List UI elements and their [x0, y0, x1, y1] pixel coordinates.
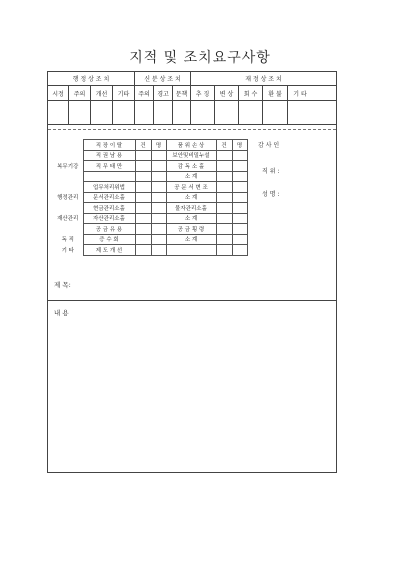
grid-row — [53, 182, 247, 193]
grid-cell — [216, 161, 232, 172]
header-group-financial: 재 정 상 조 치 — [245, 76, 282, 83]
grid-cell: 명 — [151, 140, 166, 151]
grid-cell — [216, 213, 232, 224]
grid-cell — [216, 192, 232, 203]
header-group-row — [48, 72, 336, 85]
grid-cell: 제 도 개 선 — [83, 245, 135, 256]
grid-cell — [135, 150, 151, 161]
grid-cell: 명 — [232, 140, 247, 151]
grid-cell — [135, 182, 151, 193]
grid-cell: 품 위 손 상 — [166, 140, 216, 151]
header-col: 기타 — [113, 86, 135, 100]
grid-cell — [151, 150, 166, 161]
grid-cell — [216, 245, 232, 256]
grid-cell — [232, 161, 247, 172]
header-value-row — [48, 101, 336, 124]
grid-category-cell: 기 타 — [53, 245, 83, 256]
grid-cell — [151, 161, 166, 172]
inspector-name: 성 명 : — [262, 191, 280, 198]
grid-cell — [135, 213, 151, 224]
header-col: 개선 — [91, 86, 113, 100]
grid-row — [53, 245, 247, 256]
page-title: 지적 및 조치요구사항 — [129, 50, 271, 66]
header-col: 기 타 — [293, 90, 307, 98]
grid-cell — [151, 224, 166, 235]
grid-cell — [232, 192, 247, 203]
grid-cell: 증 수 회 — [83, 234, 135, 245]
grid-cell — [151, 245, 166, 256]
grid-cell — [151, 203, 166, 214]
grid-cell: 공 금 유 용 — [83, 224, 135, 235]
grid-cell — [151, 213, 166, 224]
grid-cell: 감 독 소 홀 — [166, 161, 216, 172]
grid-cell — [166, 245, 216, 256]
header-column-row — [48, 86, 336, 100]
grid-category-cell — [53, 140, 83, 151]
header-col: 변 상 — [215, 86, 239, 100]
header-col: 회 수 — [239, 86, 263, 100]
grid-cell: 건 — [216, 140, 232, 151]
header-col: 추 징 — [191, 86, 215, 100]
grid-cell — [135, 245, 151, 256]
grid-cell: 소 계 — [166, 213, 216, 224]
grid-cell — [216, 203, 232, 214]
grid-row — [53, 213, 247, 224]
grid-row — [53, 171, 247, 182]
grid-cell — [232, 224, 247, 235]
grid-cell — [135, 171, 151, 182]
grid-cell: 직 장 이 탈 — [83, 140, 135, 151]
inspector-position: 직 위 : — [262, 168, 280, 175]
grid-row — [53, 140, 247, 151]
grid-cell — [135, 224, 151, 235]
header-col: 주의 — [69, 86, 91, 100]
grid-cell — [135, 161, 151, 172]
header-group-administrative: 행 정 상 조 치 — [48, 72, 135, 85]
report-form — [47, 71, 337, 473]
grid-cell: 소 계 — [166, 192, 216, 203]
grid-cell — [232, 171, 247, 182]
grid-cell — [232, 150, 247, 161]
grid-cell — [135, 203, 151, 214]
violation-grid — [53, 139, 248, 256]
grid-row — [53, 150, 247, 161]
grid-cell — [151, 234, 166, 245]
grid-cell — [216, 182, 232, 193]
header-col: 주의 — [135, 86, 154, 100]
grid-cell — [151, 192, 166, 203]
grid-cell: 직 무 태 만 — [83, 161, 135, 172]
inspector-label: 감 사 인 — [258, 142, 280, 149]
grid-category-cell — [53, 150, 83, 161]
grid-cell — [151, 182, 166, 193]
grid-cell: 자산관리소홀 — [83, 213, 135, 224]
grid-cell — [232, 213, 247, 224]
grid-cell: 업무처리위법 — [83, 182, 135, 193]
grid-cell: 물자관리소홀 — [166, 203, 216, 214]
grid-category-cell: 행정관리 — [53, 192, 83, 203]
grid-cell — [232, 234, 247, 245]
grid-cell — [232, 245, 247, 256]
grid-cell — [232, 182, 247, 193]
grid-category-cell: 재산관리 — [53, 213, 83, 224]
grid-cell: 공 문 서 변 조 — [166, 182, 216, 193]
grid-row — [53, 234, 247, 245]
grid-cell — [135, 192, 151, 203]
grid-category-cell: 복무기강 — [53, 161, 83, 172]
grid-row — [53, 161, 247, 172]
grid-row — [53, 203, 247, 214]
content-label: 내 용 — [54, 309, 69, 317]
subject-label: 제 목: — [54, 281, 71, 289]
grid-cell — [216, 234, 232, 245]
grid-row — [53, 224, 247, 235]
grid-cell — [151, 171, 166, 182]
grid-cell: 소 계 — [166, 171, 216, 182]
grid-cell: 현금관리소홀 — [83, 203, 135, 214]
grid-cell: 문서관리소홀 — [83, 192, 135, 203]
grid-cell — [135, 234, 151, 245]
grid-cell — [216, 224, 232, 235]
grid-cell — [83, 171, 135, 182]
header-col: 문책 — [173, 86, 191, 100]
grid-cell — [216, 171, 232, 182]
grid-cell — [216, 150, 232, 161]
grid-row — [53, 192, 247, 203]
grid-category-cell — [53, 171, 83, 182]
header-group-personnel: 신 분 상 조 치 — [135, 72, 191, 85]
header-col: 환 불 — [263, 86, 288, 100]
header-col: 경고 — [154, 86, 173, 100]
header-col: 시정 — [48, 86, 69, 100]
grid-cell: 건 — [135, 140, 151, 151]
grid-category-cell — [53, 224, 83, 235]
grid-cell: 공 금 횡 령 — [166, 224, 216, 235]
grid-cell: 보안및비밀누설 — [166, 150, 216, 161]
grid-category-cell — [53, 203, 83, 214]
grid-category-cell — [53, 182, 83, 193]
grid-cell: 소 계 — [166, 234, 216, 245]
grid-category-cell: 독 직 — [53, 234, 83, 245]
grid-cell — [232, 203, 247, 214]
grid-cell: 직 권 남 용 — [83, 150, 135, 161]
